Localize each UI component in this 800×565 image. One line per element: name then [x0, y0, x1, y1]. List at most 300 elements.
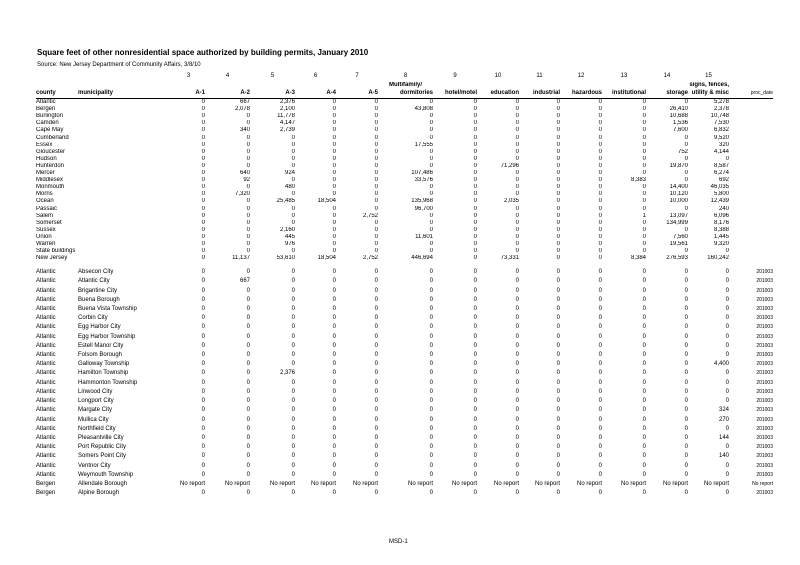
- table-cell: 0: [556, 471, 560, 478]
- table-cell: No report: [620, 480, 646, 487]
- column-number-row: [36, 71, 773, 82]
- county-row: [36, 163, 773, 170]
- column-number: 4: [225, 72, 230, 79]
- table-cell: 2,078: [234, 106, 250, 113]
- table-cell: Bergen: [36, 106, 56, 113]
- table-cell: [78, 177, 172, 184]
- municipality-row: [36, 397, 773, 406]
- column-number: 3: [186, 72, 191, 79]
- table-cell: 0: [598, 219, 602, 226]
- table-cell: 0: [473, 388, 477, 395]
- table-cell: 0: [642, 388, 646, 395]
- table-cell: [78, 120, 172, 127]
- county-row: [36, 170, 773, 177]
- table-cell: 0: [556, 388, 560, 395]
- table-cell: 6,096: [713, 212, 729, 219]
- table-cell: 0: [556, 379, 560, 386]
- table-cell: 0: [515, 370, 519, 377]
- table-cell: 6,274: [713, 170, 729, 177]
- municipality-row: [36, 351, 773, 360]
- table-cell: 201003: [756, 333, 773, 340]
- table-cell: 0: [332, 248, 336, 255]
- municipality-row: [36, 369, 773, 378]
- table-cell: 0: [332, 141, 336, 148]
- table-cell: 0: [374, 453, 378, 460]
- header-row: [36, 89, 773, 99]
- table-cell: 0: [725, 269, 729, 276]
- table-cell: 0: [332, 490, 336, 497]
- table-cell: 0: [642, 453, 646, 460]
- table-cell: 201003: [756, 269, 773, 276]
- table-cell: 320: [718, 141, 729, 148]
- header-signs: signs, fences,: [689, 82, 729, 88]
- table-cell: 0: [332, 127, 336, 134]
- table-cell: 0: [201, 416, 205, 423]
- table-cell: 0: [598, 120, 602, 127]
- table-cell: 0: [332, 388, 336, 395]
- table-cell: 0: [291, 248, 295, 255]
- table-cell: 0: [684, 490, 688, 497]
- table-cell: [78, 213, 172, 220]
- table-cell: 0: [201, 444, 205, 451]
- table-cell: [78, 113, 172, 120]
- table-cell: 0: [429, 134, 433, 141]
- table-cell: 0: [291, 296, 295, 303]
- municipality-row: [36, 489, 773, 498]
- table-cell: 0: [642, 269, 646, 276]
- table-cell: Atlantic: [36, 287, 56, 294]
- table-cell: State buildings: [36, 248, 76, 255]
- table-cell: 0: [332, 99, 336, 106]
- table-cell: 0: [642, 324, 646, 331]
- table-cell: 0: [598, 416, 602, 423]
- table-cell: 0: [374, 219, 378, 226]
- table-cell: 0: [201, 324, 205, 331]
- table-cell: 160,242: [707, 255, 729, 262]
- table-cell: 0: [374, 306, 378, 313]
- table-cell: 0: [473, 416, 477, 423]
- table-cell: 0: [556, 184, 560, 191]
- table-cell: 0: [246, 219, 250, 226]
- table-cell: 0: [642, 113, 646, 120]
- table-cell: 5,800: [713, 191, 729, 198]
- table-cell: Somerset: [36, 219, 62, 226]
- table-cell: 0: [473, 141, 477, 148]
- table-cell: No report: [310, 480, 336, 487]
- table-cell: 0: [684, 278, 688, 285]
- table-cell: 0: [598, 240, 602, 247]
- table-cell: 0: [201, 106, 205, 113]
- table-cell: 0: [374, 148, 378, 155]
- table-cell: 0: [598, 407, 602, 414]
- table-cell: 18,504: [317, 255, 336, 262]
- table-cell: 0: [684, 324, 688, 331]
- municipality-row: [36, 434, 773, 443]
- table-cell: 0: [201, 226, 205, 233]
- table-cell: 0: [201, 162, 205, 169]
- table-cell: 92: [243, 177, 250, 184]
- table-cell: 0: [473, 453, 477, 460]
- table-cell: No report: [352, 480, 378, 487]
- table-cell: 0: [473, 425, 477, 432]
- column-number: 8: [403, 72, 408, 79]
- table-cell: 0: [473, 219, 477, 226]
- table-cell: 0: [429, 155, 433, 162]
- table-cell: 0: [684, 416, 688, 423]
- table-cell: 5,278: [713, 99, 729, 106]
- table-cell: 0: [374, 444, 378, 451]
- table-cell: 10,000: [669, 198, 688, 205]
- table-cell: 0: [684, 170, 688, 177]
- table-cell: 0: [332, 148, 336, 155]
- table-cell: Atlantic: [36, 407, 56, 414]
- table-cell: 0: [515, 106, 519, 113]
- table-cell: 0: [332, 113, 336, 120]
- table-cell: 0: [429, 278, 433, 285]
- table-cell: 270: [718, 416, 729, 423]
- table-cell: 2,378: [713, 106, 729, 113]
- table-cell: Folsom Borough: [78, 352, 123, 359]
- table-cell: 0: [374, 134, 378, 141]
- table-cell: 0: [374, 233, 378, 240]
- table-cell: 0: [515, 248, 519, 255]
- table-cell: 0: [515, 155, 519, 162]
- table-cell: 0: [332, 134, 336, 141]
- table-cell: 0: [515, 434, 519, 441]
- table-cell: 0: [473, 205, 477, 212]
- table-cell: 0: [473, 134, 477, 141]
- table-cell: 7,600: [672, 127, 688, 134]
- table-cell: 0: [642, 248, 646, 255]
- table-cell: Hunterdon: [36, 162, 65, 169]
- table-cell: 0: [332, 120, 336, 127]
- table-cell: No report: [576, 480, 602, 487]
- table-cell: 0: [473, 407, 477, 414]
- table-cell: 7,560: [672, 233, 688, 240]
- table-cell: 0: [291, 134, 295, 141]
- table-cell: 0: [201, 306, 205, 313]
- table-cell: 0: [332, 278, 336, 285]
- table-cell: 0: [473, 490, 477, 497]
- column-header: municipality: [78, 89, 172, 99]
- table-cell: 0: [515, 177, 519, 184]
- table-cell: Atlantic: [36, 370, 56, 377]
- table-cell: [78, 206, 172, 213]
- table-cell: 0: [374, 462, 378, 469]
- table-cell: 13,097: [669, 212, 688, 219]
- table-cell: 0: [725, 296, 729, 303]
- table-cell: 0: [429, 398, 433, 405]
- table-cell: 924: [284, 170, 295, 177]
- table-cell: 0: [642, 471, 646, 478]
- column-header: industrial: [519, 89, 560, 99]
- table-cell: 201003: [756, 306, 773, 313]
- table-cell: 0: [201, 184, 205, 191]
- table-cell: 0: [598, 287, 602, 294]
- table-cell: 0: [291, 379, 295, 386]
- county-row: [36, 106, 773, 113]
- table-cell: 0: [473, 177, 477, 184]
- table-cell: 73,331: [500, 255, 519, 262]
- table-cell: 0: [725, 398, 729, 405]
- table-cell: 0: [556, 212, 560, 219]
- table-cell: 8,388: [713, 226, 729, 233]
- table-cell: 0: [642, 134, 646, 141]
- table-cell: 0: [429, 306, 433, 313]
- table-cell: 140: [718, 453, 729, 460]
- table-cell: 0: [374, 240, 378, 247]
- table-cell: 0: [201, 113, 205, 120]
- table-cell: 0: [291, 162, 295, 169]
- table-cell: 0: [684, 434, 688, 441]
- table-cell: 0: [725, 379, 729, 386]
- table-cell: 0: [332, 106, 336, 113]
- table-cell: 0: [291, 416, 295, 423]
- table-cell: No report: [752, 480, 773, 487]
- table-cell: 0: [515, 306, 519, 313]
- table-cell: [78, 127, 172, 134]
- table-cell: 0: [598, 444, 602, 451]
- table-cell: [729, 149, 773, 156]
- municipality-row: [36, 314, 773, 323]
- table-cell: 11,601: [415, 233, 433, 240]
- table-cell: 0: [201, 379, 205, 386]
- table-cell: 0: [684, 134, 688, 141]
- table-cell: 0: [374, 191, 378, 198]
- table-cell: 0: [684, 388, 688, 395]
- table-cell: 0: [642, 379, 646, 386]
- table-cell: 0: [429, 444, 433, 451]
- table-cell: 0: [473, 170, 477, 177]
- table-cell: 0: [725, 248, 729, 255]
- table-cell: 2,035: [503, 198, 519, 205]
- table-cell: Salem: [36, 212, 54, 219]
- table-cell: 0: [725, 425, 729, 432]
- table-cell: 0: [642, 170, 646, 177]
- column-header: A-2: [205, 89, 250, 99]
- table-cell: 276,593: [666, 255, 688, 262]
- table-cell: 201003: [756, 342, 773, 349]
- table-cell: 0: [684, 177, 688, 184]
- table-cell: 0: [201, 170, 205, 177]
- table-cell: Weymouth Township: [78, 471, 134, 478]
- table-cell: 2,739: [279, 127, 295, 134]
- table-cell: 2,376: [279, 99, 295, 106]
- table-cell: Atlantic: [36, 471, 56, 478]
- table-cell: 0: [201, 205, 205, 212]
- table-cell: 0: [374, 170, 378, 177]
- table-cell: 0: [429, 379, 433, 386]
- column-header: hazardous: [560, 89, 602, 99]
- table-cell: 0: [515, 269, 519, 276]
- table-cell: 0: [642, 342, 646, 349]
- table-cell: 0: [598, 248, 602, 255]
- table-cell: 0: [515, 219, 519, 226]
- table-cell: 0: [642, 191, 646, 198]
- table-cell: 0: [598, 99, 602, 106]
- table-cell: [78, 248, 172, 255]
- table-cell: 0: [332, 162, 336, 169]
- table-cell: 201003: [756, 352, 773, 359]
- table-cell: No report: [451, 480, 477, 487]
- column-number: 13: [620, 72, 628, 79]
- table-cell: No report: [224, 480, 250, 487]
- table-cell: 0: [598, 471, 602, 478]
- county-row: [36, 99, 773, 107]
- table-cell: 0: [684, 269, 688, 276]
- table-cell: 0: [291, 361, 295, 368]
- municipality-row: [36, 462, 773, 471]
- table-cell: Atlantic: [36, 361, 56, 368]
- table-cell: 0: [642, 155, 646, 162]
- table-cell: [78, 220, 172, 227]
- table-cell: 0: [598, 127, 602, 134]
- column-number: 9: [453, 72, 457, 79]
- table-cell: 0: [515, 315, 519, 322]
- table-cell: Atlantic: [36, 444, 56, 451]
- table-cell: 0: [246, 490, 250, 497]
- table-cell: Alpine Borough: [78, 490, 120, 497]
- table-cell: 0: [332, 434, 336, 441]
- table-cell: 0: [556, 127, 560, 134]
- table-cell: 0: [332, 342, 336, 349]
- table-cell: 19,870: [669, 162, 688, 169]
- table-cell: 0: [473, 226, 477, 233]
- table-cell: 0: [473, 444, 477, 451]
- table-cell: 0: [515, 141, 519, 148]
- table-cell: 0: [374, 333, 378, 340]
- table-cell: 0: [291, 269, 295, 276]
- table-cell: 0: [515, 191, 519, 198]
- table-cell: 0: [374, 113, 378, 120]
- table-cell: 0: [515, 453, 519, 460]
- table-cell: 0: [374, 388, 378, 395]
- county-row: [36, 127, 773, 134]
- table-cell: 0: [515, 170, 519, 177]
- county-row: [36, 120, 773, 127]
- table-cell: 0: [515, 240, 519, 247]
- table-cell: 0: [291, 398, 295, 405]
- table-cell: 0: [556, 333, 560, 340]
- table-cell: 0: [556, 490, 560, 497]
- table-cell: 0: [374, 398, 378, 405]
- table-cell: 0: [429, 416, 433, 423]
- table-cell: 0: [642, 407, 646, 414]
- table-cell: Morris: [36, 191, 53, 198]
- table-cell: 340: [239, 127, 250, 134]
- table-cell: No report: [407, 480, 433, 487]
- table-cell: 0: [598, 162, 602, 169]
- table-cell: 0: [556, 170, 560, 177]
- table-cell: 0: [473, 99, 477, 106]
- table-cell: 0: [246, 444, 250, 451]
- column-number: 5: [270, 72, 275, 79]
- table-cell: No report: [534, 480, 560, 487]
- table-cell: [78, 106, 172, 113]
- table-cell: 0: [332, 462, 336, 469]
- table-cell: 0: [374, 434, 378, 441]
- table-cell: 0: [642, 333, 646, 340]
- table-cell: 0: [556, 425, 560, 432]
- table-cell: 135,968: [411, 198, 433, 205]
- table-cell: 0: [556, 233, 560, 240]
- table-cell: 0: [556, 113, 560, 120]
- column-header: proc_date: [729, 89, 773, 99]
- table-cell: 0: [201, 212, 205, 219]
- table-cell: 0: [642, 398, 646, 405]
- table-cell: 0: [473, 370, 477, 377]
- table-cell: 0: [429, 269, 433, 276]
- table-cell: 0: [642, 306, 646, 313]
- table-cell: 0: [429, 425, 433, 432]
- table-cell: 0: [684, 333, 688, 340]
- table-cell: 0: [291, 177, 295, 184]
- table-cell: 2,160: [279, 226, 295, 233]
- table-cell: 0: [725, 352, 729, 359]
- table-cell: 0: [725, 324, 729, 331]
- table-cell: 0: [473, 120, 477, 127]
- table-cell: 0: [291, 205, 295, 212]
- table-cell: 0: [332, 233, 336, 240]
- municipality-row: [36, 452, 773, 461]
- table-cell: 0: [642, 184, 646, 191]
- table-cell: 0: [201, 471, 205, 478]
- table-cell: 0: [246, 471, 250, 478]
- table-cell: 0: [246, 306, 250, 313]
- table-cell: 0: [374, 370, 378, 377]
- table-cell: Egg Harbor Township: [78, 333, 136, 340]
- table-cell: 0: [515, 205, 519, 212]
- table-cell: 0: [598, 170, 602, 177]
- table-cell: 0: [473, 324, 477, 331]
- table-cell: 0: [598, 315, 602, 322]
- table-cell: [78, 234, 172, 241]
- table-cell: 0: [515, 134, 519, 141]
- table-cell: 0: [332, 444, 336, 451]
- table-cell: 0: [642, 425, 646, 432]
- table-cell: 0: [725, 370, 729, 377]
- table-cell: 0: [515, 462, 519, 469]
- table-cell: 0: [201, 333, 205, 340]
- table-cell: 0: [201, 141, 205, 148]
- table-cell: Hamilton Township: [78, 370, 129, 377]
- municipality-row: [36, 406, 773, 415]
- table-cell: 134,999: [666, 219, 688, 226]
- table-cell: 0: [556, 462, 560, 469]
- table-cell: 0: [556, 226, 560, 233]
- table-cell: 0: [556, 99, 560, 106]
- table-cell: 0: [291, 388, 295, 395]
- table-cell: 0: [429, 361, 433, 368]
- table-cell: Gloucester: [36, 148, 66, 155]
- column-number: 12: [577, 72, 585, 79]
- table-cell: 445: [284, 233, 295, 240]
- table-cell: 0: [374, 425, 378, 432]
- table-cell: 0: [556, 219, 560, 226]
- table-cell: 201003: [756, 471, 773, 478]
- table-cell: 0: [684, 444, 688, 451]
- table-cell: [729, 227, 773, 234]
- table-cell: 0: [201, 255, 205, 262]
- table-cell: 240: [718, 205, 729, 212]
- county-row: [36, 227, 773, 234]
- county-row: [36, 198, 773, 205]
- table-cell: 0: [332, 315, 336, 322]
- table-cell: 0: [598, 212, 602, 219]
- table-cell: No report: [703, 480, 729, 487]
- table-cell: 0: [556, 398, 560, 405]
- column-header: A-1: [172, 89, 205, 99]
